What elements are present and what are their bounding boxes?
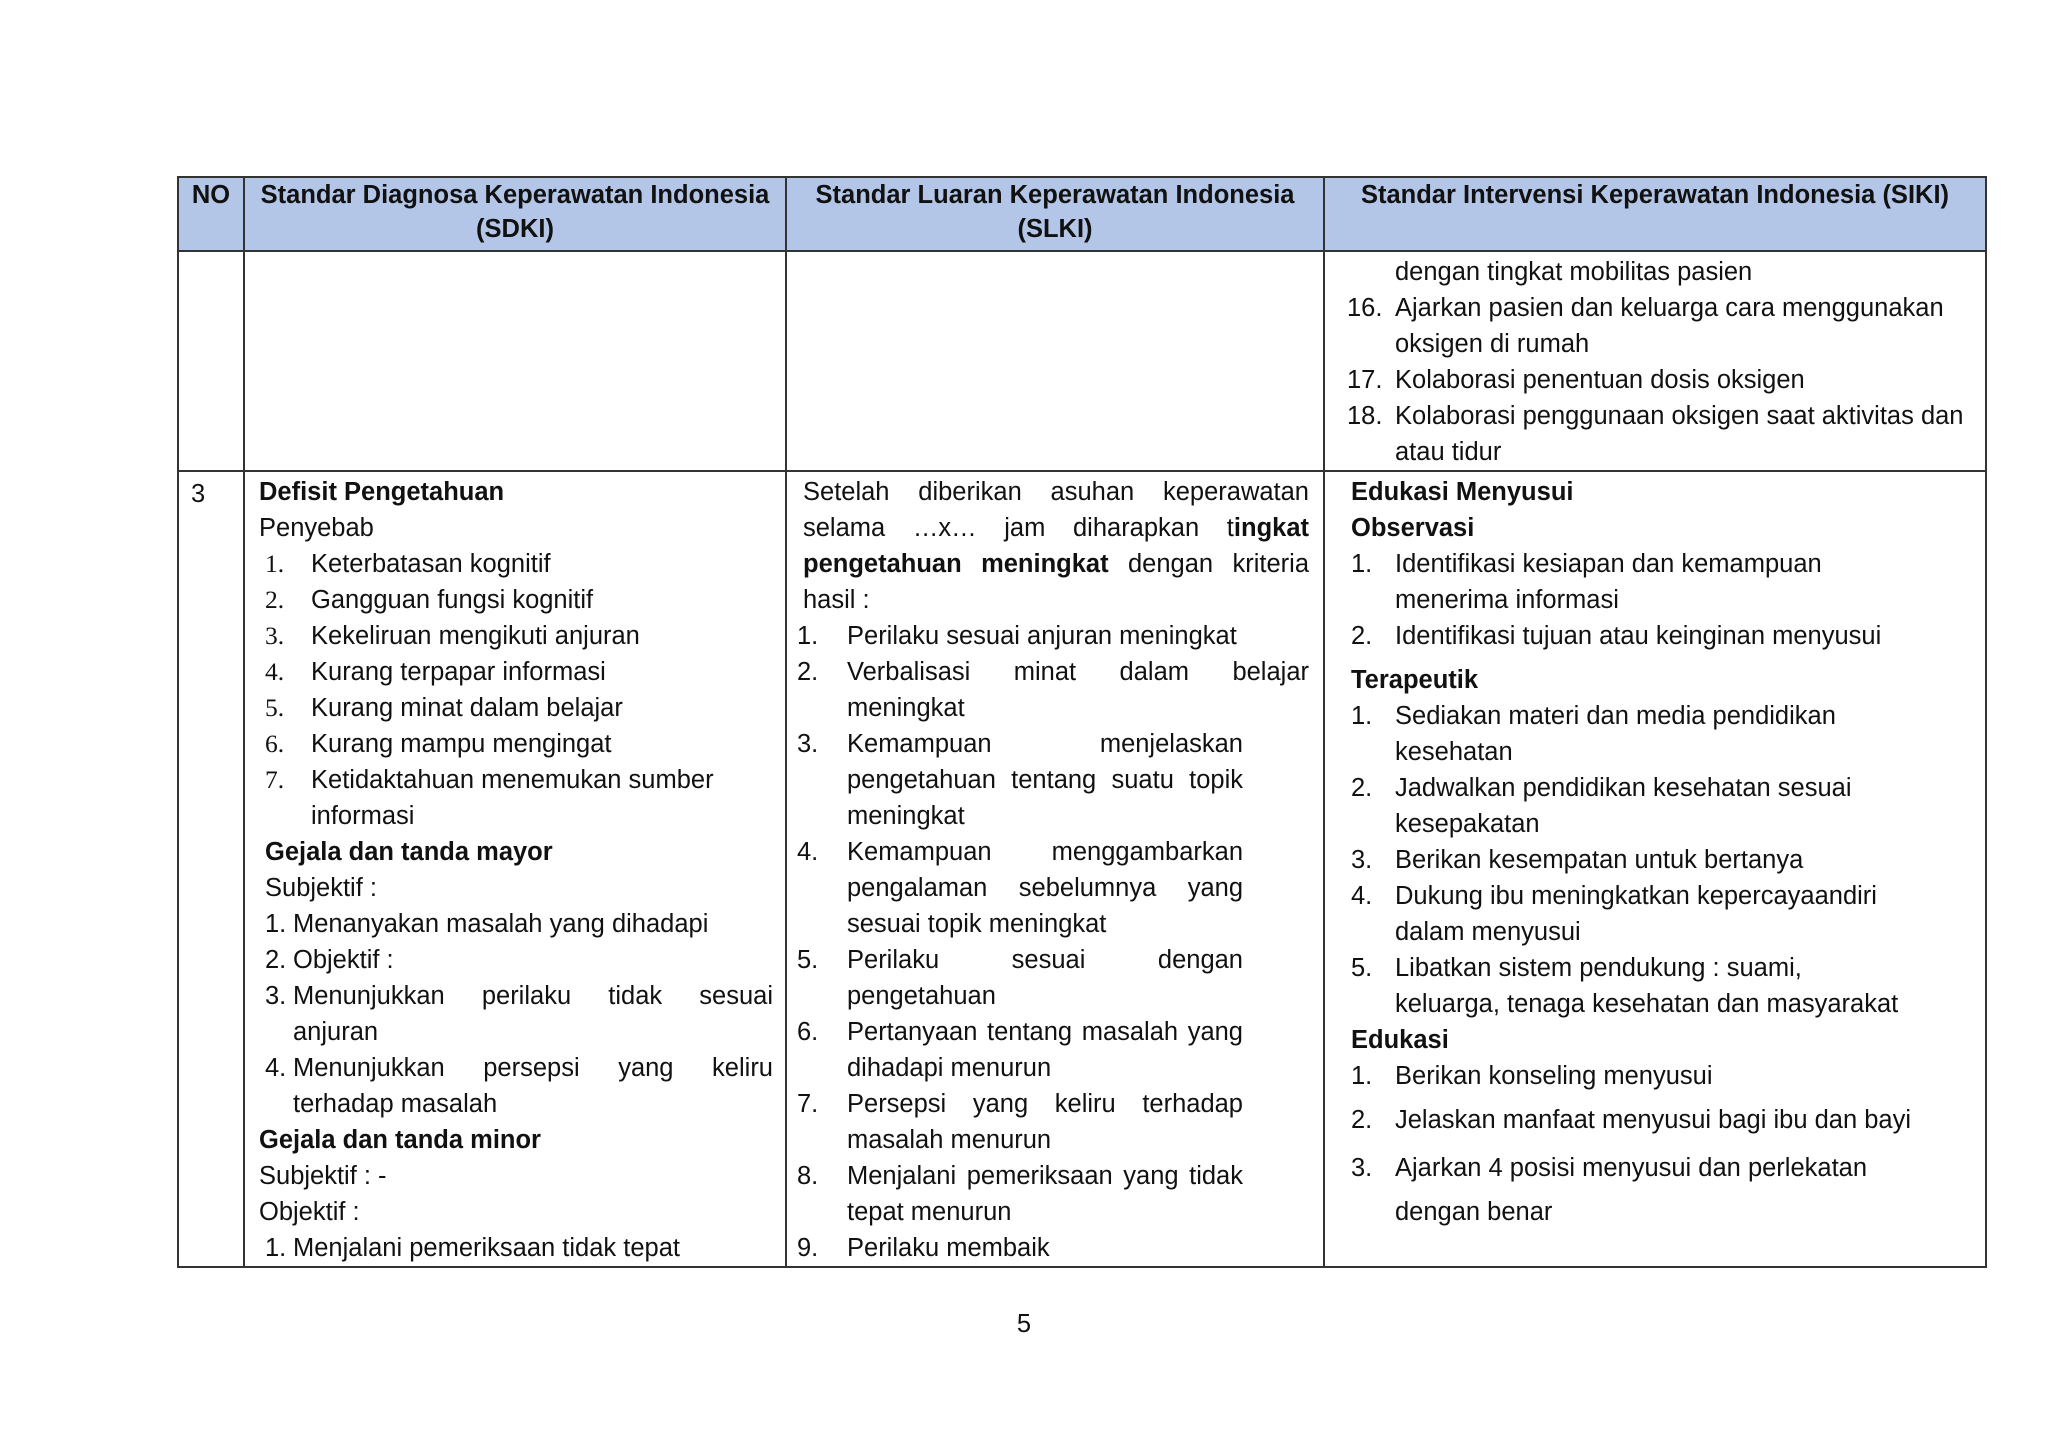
observasi-label: Observasi [1351,514,1475,542]
minor-objektif: Objektif : [259,1198,360,1226]
list-item: 2. Verbalisasi minat dalam belajar meningkat [797,658,1309,722]
terapeutik-list [1351,698,1971,1022]
list-item: 4. Kurang terpapar informasi [265,657,606,686]
header-siki: Standar Intervensi Keperawatan Indonesia (SIKI) [1324,177,1986,251]
cell-slki [786,471,1324,1267]
list-item: 1. Sediakan materi dan media pendidikan kesehatan [1351,702,1836,766]
header-slki: Standar Luaran Keperawatan Indonesia (SLKI) [786,177,1324,251]
cell-siki [1324,471,1986,1267]
continuation-text: dengan tingkat mobilitas pasien [1395,258,1753,286]
page-number: 5 [1016,1310,1032,1338]
cell-siki-continuation [1324,251,1986,471]
list-item: 1. Berikan konseling menyusui [1351,1062,1713,1090]
list-item: 7. Ketidaktahuan menemukan sumber informasi [265,765,714,830]
edukasi-label: Edukasi [1351,1026,1449,1054]
edukasi-list [1351,1058,1971,1234]
observasi-list [1351,546,1971,654]
terapeutik-label: Terapeutik [1351,666,1479,694]
cell-row-number: 3 [178,471,244,1267]
slki-criteria-list [797,618,1309,1266]
penyebab-label: Penyebab [259,514,374,542]
minor-list [259,1230,773,1266]
list-item: 6. Pertanyaan tentang masalah yang dihadapi menurun [797,1018,1243,1082]
list-item: 6. Kurang mampu mengingat [265,729,612,758]
header-no: NO [178,177,244,251]
mayor-list [259,906,773,1122]
subjektif-label: Subjektif : [265,874,377,902]
header-sdki: Standar Diagnosa Keperawatan Indonesia (SDKI) [244,177,786,251]
list-item: 17. Kolaborasi penentuan dosis oksigen [1347,366,1805,394]
list-item: 4. Menunjukkan persepsi yang keliru terhadap masalah [265,1054,773,1118]
list-item: 5. Kurang minat dalam belajar [265,693,623,722]
list-item: 5. Libatkan sistem pendukung : suami, keluarga, tenaga kesehatan dan masyarakat [1351,954,1899,1018]
list-item: 2. Jadwalkan pendidikan kesehatan sesuai kesepakatan [1351,774,1852,838]
list-item: 1. Menanyakan masalah yang dihadapi [265,910,709,938]
penyebab-list [259,546,773,834]
cell-no-empty [178,251,244,471]
mayor-label: Gejala dan tanda mayor [265,838,553,866]
table-row-3 [178,471,1986,1267]
cell-sdki [244,471,786,1267]
table-header-row [178,177,1986,251]
list-item: 1. Menjalani pemeriksaan tidak tepat [265,1234,680,1262]
continuation-list [1347,290,1971,470]
list-item: 4. Kemampuan menggambarkan pengalaman sebelumnya yang sesuai topik meningkat [797,838,1243,938]
list-item: 16. Ajarkan pasien dan keluarga cara menggunakan oksigen di rumah [1347,294,1944,358]
list-item: 2. Jelaskan manfaat menyusui bagi ibu dan bayi [1351,1106,1911,1134]
slki-intro: Setelah diberikan asuhan keperawatan selama …x… jam diharapkan tingkat pengetahuan meningkat dengan kriteria hasil : [803,478,1309,614]
list-item: 7. Persepsi yang keliru terhadap masalah menurun [797,1090,1243,1154]
cell-slki-empty [786,251,1324,471]
list-item: 1. Identifikasi kesiapan dan kemampuan menerima informasi [1351,550,1822,614]
list-item: 4. Dukung ibu meningkatkan kepercayaandiri dalam menyusui [1351,882,1877,946]
diagnosis-title: Defisit Pengetahuan [259,478,505,506]
list-item: 2. Identifikasi tujuan atau keinginan menyusui [1351,622,1882,650]
list-item: 3. Kemampuan menjelaskan pengetahuan tentang suatu topik meningkat [797,730,1243,830]
list-item: 8. Menjalani pemeriksaan yang tidak tepat menurun [797,1162,1243,1226]
minor-label: Gejala dan tanda minor [259,1126,541,1154]
list-item: 9. Perilaku membaik [797,1234,1050,1262]
cell-sdki-empty [244,251,786,471]
minor-subjektif: Subjektif : - [259,1162,387,1190]
list-item: 3. Kekeliruan mengikuti anjuran [265,621,640,650]
list-item: 18. Kolaborasi penggunaan oksigen saat aktivitas dan atau tidur [1347,402,1964,466]
list-item: 1. Perilaku sesuai anjuran meningkat [797,622,1237,650]
intervention-title: Edukasi Menyusui [1351,478,1574,506]
list-item: 3. Berikan kesempatan untuk bertanya [1351,846,1804,874]
list-item: 2. Gangguan fungsi kognitif [265,585,594,614]
nursing-standards-table [177,176,1987,1268]
table-row-continuation [178,251,1986,471]
list-item: 5. Perilaku sesuai dengan pengetahuan [797,946,1243,1010]
list-item: 1. Keterbatasan kognitif [265,549,551,578]
list-item: 2. Objektif : [265,946,394,974]
list-item: 3. Menunjukkan perilaku tidak sesuai anjuran [265,982,773,1046]
list-item: 3. Ajarkan 4 posisi menyusui dan perlekatan dengan benar [1351,1154,1868,1226]
